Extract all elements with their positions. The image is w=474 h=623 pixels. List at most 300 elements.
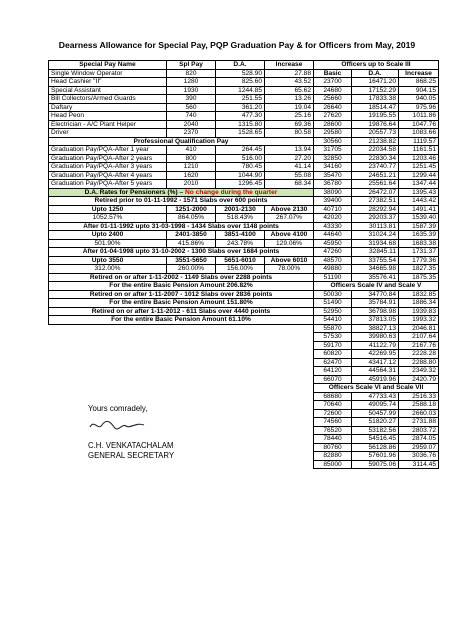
pension-line-text: Retired on or after 1-11-2012 - 611 Slabs over 4440 points (49, 307, 314, 316)
table-cell: 59170 (314, 341, 352, 350)
table-row (314, 129, 439, 138)
table-cell: 2588.18 (399, 401, 439, 410)
table-row (314, 273, 439, 282)
table-row (314, 86, 439, 95)
table-cell: 1203.46 (399, 154, 439, 163)
table-cell: 28292.94 (352, 205, 399, 214)
table-row (314, 248, 439, 257)
section-heading: Officers Scale VI and Scale VII (314, 384, 439, 393)
pension-line-text: Retired on or after 1-11-2002 - 1149 Slabs over 2288 points (49, 273, 314, 282)
table-cell: 19.04 (265, 103, 314, 112)
column-header: Basic (314, 69, 352, 78)
table-cell: 1939.83 (399, 307, 439, 316)
table-cell: 19876.64 (352, 120, 399, 129)
table-cell: 1299.44 (399, 171, 439, 180)
table-row (314, 231, 439, 240)
table-cell: 72600 (314, 409, 352, 418)
table-cell: 2046.81 (399, 324, 439, 333)
table-cell: 1395.43 (399, 188, 439, 197)
table-cell: Graduation Pay/PQA-After 5 years (49, 180, 167, 189)
table-cell: 3036.76 (399, 452, 439, 461)
table-cell: 66070 (314, 375, 352, 384)
table-cell: 44564.31 (352, 367, 399, 376)
table-cell: 1528.65 (216, 129, 265, 138)
special-pay-header-row (49, 61, 314, 70)
table-row (314, 290, 439, 299)
table-cell: 20557.73 (352, 129, 399, 138)
table-cell: 868.25 (399, 78, 439, 87)
pension-range: Above 6010 (265, 256, 314, 265)
table-cell: 1620 (167, 171, 216, 180)
table-cell: 49880 (314, 265, 352, 274)
table-cell: 825.60 (216, 78, 265, 87)
table-cell: 2167.76 (399, 341, 439, 350)
table-cell: 42269.95 (352, 350, 399, 359)
table-cell: 51490 (314, 299, 352, 308)
table-cell: 16471.20 (352, 78, 399, 87)
table-cell: 477.30 (216, 112, 265, 121)
table-row (314, 316, 439, 325)
table-cell: 1083.66 (399, 129, 439, 138)
pension-rate: 1052.57% (49, 214, 167, 223)
table-cell: 390 (167, 95, 216, 104)
section-heading: Officers Scale IV and Scale V (314, 282, 439, 291)
table-cell: 21238.82 (352, 137, 399, 146)
table-row (49, 120, 314, 129)
table-cell: 27.88 (265, 69, 314, 78)
table-cell: 35576.41 (352, 273, 399, 282)
table-cell: 264.45 (216, 146, 265, 155)
table-cell: Head Cashier "II" (49, 78, 167, 87)
table-cell: 59075.06 (352, 460, 399, 469)
table-cell: 23740.77 (352, 163, 399, 172)
table-cell: 251.55 (216, 95, 265, 104)
table-cell: 1210 (167, 163, 216, 172)
table-cell: Special Assistant (49, 86, 167, 95)
table-cell: 50457.99 (352, 409, 399, 418)
pension-rate: 260.00% (167, 265, 216, 274)
pension-range: Above 2130 (265, 205, 314, 214)
signature-mark (88, 417, 148, 433)
table-cell: 80.58 (265, 129, 314, 138)
table-cell: 36798.98 (352, 307, 399, 316)
pension-range: 3551-5650 (167, 256, 216, 265)
officers-table (313, 60, 439, 469)
table-cell: 528.90 (216, 69, 265, 78)
table-cell: 33755.54 (352, 256, 399, 265)
table-cell: 56128.86 (352, 443, 399, 452)
section-heading: Professional Qualification Pay (49, 137, 314, 146)
table-cell: 975.96 (399, 103, 439, 112)
table-cell: 1244.85 (216, 86, 265, 95)
table-cell: 36780 (314, 180, 352, 189)
table-cell: Graduation Pay/PQA-After 1 year (49, 146, 167, 155)
table-row (314, 375, 439, 384)
table-cell: 1251.45 (399, 163, 439, 172)
table-cell: 30113.81 (352, 222, 399, 231)
table-cell: 47260 (314, 248, 352, 257)
table-cell: 54516.45 (352, 435, 399, 444)
table-cell: 2516.33 (399, 392, 439, 401)
pension-range: Upto 3550 (49, 256, 167, 265)
pension-band-rates (49, 239, 314, 248)
table-cell: 52950 (314, 307, 352, 316)
table-cell: 2370 (167, 129, 216, 138)
pension-range: 3851-4100 (216, 231, 265, 240)
table-cell: 70640 (314, 401, 352, 410)
table-cell: 39400 (314, 197, 352, 206)
table-cell: 45950 (314, 239, 352, 248)
table-row (49, 95, 314, 104)
qualification-header-row (49, 137, 314, 146)
table-cell: 1731.37 (399, 248, 439, 257)
table-cell: 34160 (314, 163, 352, 172)
table-row (314, 188, 439, 197)
table-cell: 1491.41 (399, 205, 439, 214)
table-row (314, 409, 439, 418)
pension-range: 5651-6010 (216, 256, 265, 265)
table-cell: 62470 (314, 358, 352, 367)
pension-range: 1251-2000 (167, 205, 216, 214)
table-cell: 800 (167, 154, 216, 163)
table-cell: 43417.12 (352, 358, 399, 367)
table-cell: 23700 (314, 78, 352, 87)
table-row (49, 78, 314, 87)
pension-band-rates (49, 265, 314, 274)
table-row (49, 171, 314, 180)
table-row (314, 239, 439, 248)
table-row (49, 154, 314, 163)
table-row (314, 197, 439, 206)
pension-line (49, 273, 314, 282)
table-cell: 30560 (314, 137, 352, 146)
closing-text: Yours comradely, (88, 404, 148, 413)
special-pay-table (48, 60, 314, 325)
table-row (314, 265, 439, 274)
table-cell: 26472.07 (352, 188, 399, 197)
pension-rate: 518.43% (216, 214, 265, 223)
table-row (314, 299, 439, 308)
table-cell: 35470 (314, 171, 352, 180)
table-row (314, 103, 439, 112)
table-row (49, 112, 314, 121)
table-cell: 1827.35 (399, 265, 439, 274)
table-cell: 1993.32 (399, 316, 439, 325)
table-cell: 64120 (314, 367, 352, 376)
table-cell: 47733.43 (352, 392, 399, 401)
table-row (314, 443, 439, 452)
pension-line-text: Retired on or after 1-11-2007 - 1012 Slabs over 2836 points (49, 290, 314, 299)
table-cell: 13.94 (265, 146, 314, 155)
table-cell: 1119.57 (399, 137, 439, 146)
table-cell: 28600 (314, 120, 352, 129)
table-cell: 38090 (314, 188, 352, 197)
table-cell: 2959.07 (399, 443, 439, 452)
table-cell: 516.00 (216, 154, 265, 163)
table-cell: 1347.44 (399, 180, 439, 189)
table-cell: 2228.28 (399, 350, 439, 359)
table-cell: 29203.37 (352, 214, 399, 223)
table-cell: 904.15 (399, 86, 439, 95)
table-cell: 41.14 (265, 163, 314, 172)
table-row (314, 460, 439, 469)
pension-line-text: For the entire Basic Pension Amount 206.82% (49, 282, 314, 291)
table-cell: 1832.85 (399, 290, 439, 299)
pension-range: 2001-2130 (216, 205, 265, 214)
table-cell: 1047.76 (399, 120, 439, 129)
pension-range: 2401-3850 (167, 231, 216, 240)
section-heading: Officers up to Scale III (314, 61, 439, 70)
table-cell: 34770.84 (352, 290, 399, 299)
table-row (314, 222, 439, 231)
signatory-name: C.H. VENKATACHALAM (88, 441, 174, 450)
table-cell: 22830.34 (352, 154, 399, 163)
table-cell: 780.45 (216, 163, 265, 172)
table-cell: 32850 (314, 154, 352, 163)
signatory-designation: GENERAL SECRETARY (88, 451, 175, 460)
table-cell: 2288.80 (399, 358, 439, 367)
table-row (314, 341, 439, 350)
table-cell: 1315.80 (216, 120, 265, 129)
table-cell: 27620 (314, 112, 352, 121)
pension-band-ranges (49, 231, 314, 240)
table-cell: 25660 (314, 95, 352, 104)
table-cell: 57601.96 (352, 452, 399, 461)
table-cell: 25561.64 (352, 180, 399, 189)
table-cell: Graduation Pay/PQA-After 2 years (49, 154, 167, 163)
pension-line (49, 307, 314, 316)
pensioners-header-row (49, 188, 314, 197)
column-header: Increase (399, 69, 439, 78)
table-cell: 820 (167, 69, 216, 78)
column-header: Spl Pay (167, 61, 216, 70)
pension-line-text: For the entire Basic Pension Amount 61.10% (49, 316, 314, 325)
table-row (49, 163, 314, 172)
officers-header-row (314, 61, 439, 70)
table-cell: 2874.05 (399, 435, 439, 444)
table-row (314, 418, 439, 427)
table-row (314, 324, 439, 333)
table-cell: 1280 (167, 78, 216, 87)
pension-range: Upto 1250 (49, 205, 167, 214)
table-cell: 49095.74 (352, 401, 399, 410)
table-cell: 1161.51 (399, 146, 439, 155)
table-cell: 44640 (314, 231, 352, 240)
no-change-note: No change during the quarter (185, 188, 278, 196)
table-cell: 65.62 (265, 86, 314, 95)
table-cell: 24651.21 (352, 171, 399, 180)
table-cell: 2660.03 (399, 409, 439, 418)
pension-line (49, 316, 314, 325)
table-cell: 2010 (167, 180, 216, 189)
table-cell: 1539.40 (399, 214, 439, 223)
table-cell: 25.16 (265, 112, 314, 121)
table-row (49, 86, 314, 95)
pension-rate: 501.90% (49, 239, 167, 248)
pension-line (49, 299, 314, 308)
pension-range: Above 4100 (265, 231, 314, 240)
table-cell: 1875.35 (399, 273, 439, 282)
band-title: Retired prior to 01-11-1992 - 1571 Slabs over 600 points (49, 197, 314, 206)
pension-rate: 267.07% (265, 214, 314, 223)
table-cell: 1296.45 (216, 180, 265, 189)
officers-columns-row (314, 69, 439, 78)
table-cell: 48570 (314, 256, 352, 265)
pension-line-text: For the entire Basic Pension Amount 151.80% (49, 299, 314, 308)
table-cell: 43330 (314, 222, 352, 231)
table-cell: 22034.58 (352, 146, 399, 155)
table-cell: 55.08 (265, 171, 314, 180)
table-row (314, 452, 439, 461)
table-row (314, 401, 439, 410)
table-row (314, 256, 439, 265)
table-cell: 42020 (314, 214, 352, 223)
pension-band-title (49, 248, 314, 257)
table-cell: 1635.39 (399, 231, 439, 240)
pension-rate: 415.86% (167, 239, 216, 248)
table-row (314, 350, 439, 359)
table-cell: 39980.63 (352, 333, 399, 342)
column-header: D.A. (216, 61, 265, 70)
table-cell: 37813.05 (352, 316, 399, 325)
pension-range: Upto 2400 (49, 231, 167, 240)
table-cell: Driver (49, 129, 167, 138)
table-row (314, 137, 439, 146)
table-row (49, 146, 314, 155)
table-cell: 68680 (314, 392, 352, 401)
table-cell: 35784.91 (352, 299, 399, 308)
officers-header-row (314, 282, 439, 291)
table-cell: 31024.24 (352, 231, 399, 240)
table-row (314, 112, 439, 121)
column-header: Increase (265, 61, 314, 70)
table-row (314, 214, 439, 223)
pension-band-title (49, 222, 314, 231)
table-row (314, 307, 439, 316)
table-row (314, 426, 439, 435)
table-cell: 34665.98 (352, 265, 399, 274)
table-cell: 2040 (167, 120, 216, 129)
table-cell: 1443.42 (399, 197, 439, 206)
pension-rate: 129.06% (265, 239, 314, 248)
section-heading: D.A. Rates for Pensioners (%) – No change during the quarter (49, 188, 314, 197)
table-cell: 19195.55 (352, 112, 399, 121)
pension-line (49, 290, 314, 299)
table-cell: 24680 (314, 86, 352, 95)
pension-line (49, 282, 314, 291)
officers-header-row (314, 384, 439, 393)
pension-band-ranges (49, 256, 314, 265)
pension-rate: 864.05% (167, 214, 216, 223)
table-row (314, 146, 439, 155)
band-title: After 01-11-1992 upto 31-03-1998 - 1434 Slabs over 1148 points (49, 222, 314, 231)
table-cell: 1779.36 (399, 256, 439, 265)
table-row (314, 333, 439, 342)
table-cell: 940.05 (399, 95, 439, 104)
table-cell: 76520 (314, 426, 352, 435)
table-cell: 43.52 (265, 78, 314, 87)
table-cell: Head Peon (49, 112, 167, 121)
pension-band-title (49, 197, 314, 206)
table-cell: Single Window Operator (49, 69, 167, 78)
table-cell: 2803.72 (399, 426, 439, 435)
table-row (49, 69, 314, 78)
table-cell: 1011.86 (399, 112, 439, 121)
table-cell: 410 (167, 146, 216, 155)
table-row (49, 103, 314, 112)
table-cell: Bill Collectors/Armed Guards (49, 95, 167, 104)
table-cell: 17833.38 (352, 95, 399, 104)
table-row (49, 129, 314, 138)
table-cell: 2731.88 (399, 418, 439, 427)
table-row (314, 392, 439, 401)
table-cell: 50030 (314, 290, 352, 299)
table-cell: 32845.11 (352, 248, 399, 257)
table-row (314, 163, 439, 172)
table-row (314, 367, 439, 376)
table-cell: 80760 (314, 443, 352, 452)
table-row (314, 358, 439, 367)
table-cell: 78440 (314, 435, 352, 444)
pension-rate: 156.00% (216, 265, 265, 274)
table-cell: 1587.39 (399, 222, 439, 231)
table-cell: 560 (167, 103, 216, 112)
table-cell: 361.20 (216, 103, 265, 112)
table-cell: 31705 (314, 146, 352, 155)
table-cell: 74560 (314, 418, 352, 427)
table-cell: 41122.79 (352, 341, 399, 350)
table-cell: Graduation Pay/PQA-After 4 years (49, 171, 167, 180)
table-cell: 13.26 (265, 95, 314, 104)
table-cell: 2420.79 (399, 375, 439, 384)
pension-rate: 312.00% (49, 265, 167, 274)
table-cell: 82880 (314, 452, 352, 461)
table-cell: 26640 (314, 103, 352, 112)
table-cell: 2349.32 (399, 367, 439, 376)
table-row (314, 171, 439, 180)
table-cell: 17152.29 (352, 86, 399, 95)
page-title: Dearness Allowance for Special Pay, PQP Graduation Pay & for Officers from May, 2019 (58, 40, 416, 50)
table-cell: 740 (167, 112, 216, 121)
table-cell: 68.34 (265, 180, 314, 189)
table-row (314, 120, 439, 129)
table-row (314, 435, 439, 444)
table-cell: 31934.68 (352, 239, 399, 248)
table-cell: 40710 (314, 205, 352, 214)
table-cell: 53182.56 (352, 426, 399, 435)
table-cell: 85000 (314, 460, 352, 469)
table-row (314, 78, 439, 87)
table-cell: 51190 (314, 273, 352, 282)
table-row (49, 180, 314, 189)
table-cell: 1683.38 (399, 239, 439, 248)
pension-rate: 78.00% (265, 265, 314, 274)
table-cell: 51820.27 (352, 418, 399, 427)
table-cell: 3114.45 (399, 460, 439, 469)
pension-band-ranges (49, 205, 314, 214)
table-cell: Daftary (49, 103, 167, 112)
table-cell: 60820 (314, 350, 352, 359)
table-row (314, 180, 439, 189)
table-cell: 57530 (314, 333, 352, 342)
table-cell: Electrician - A/C Plant Helper (49, 120, 167, 129)
table-cell: 1886.34 (399, 299, 439, 308)
table-cell: 38827.13 (352, 324, 399, 333)
table-cell: 54410 (314, 316, 352, 325)
pension-rate: 243.78% (216, 239, 265, 248)
table-cell: Graduation Pay/PQA-After 3 years (49, 163, 167, 172)
table-cell: 1044.90 (216, 171, 265, 180)
